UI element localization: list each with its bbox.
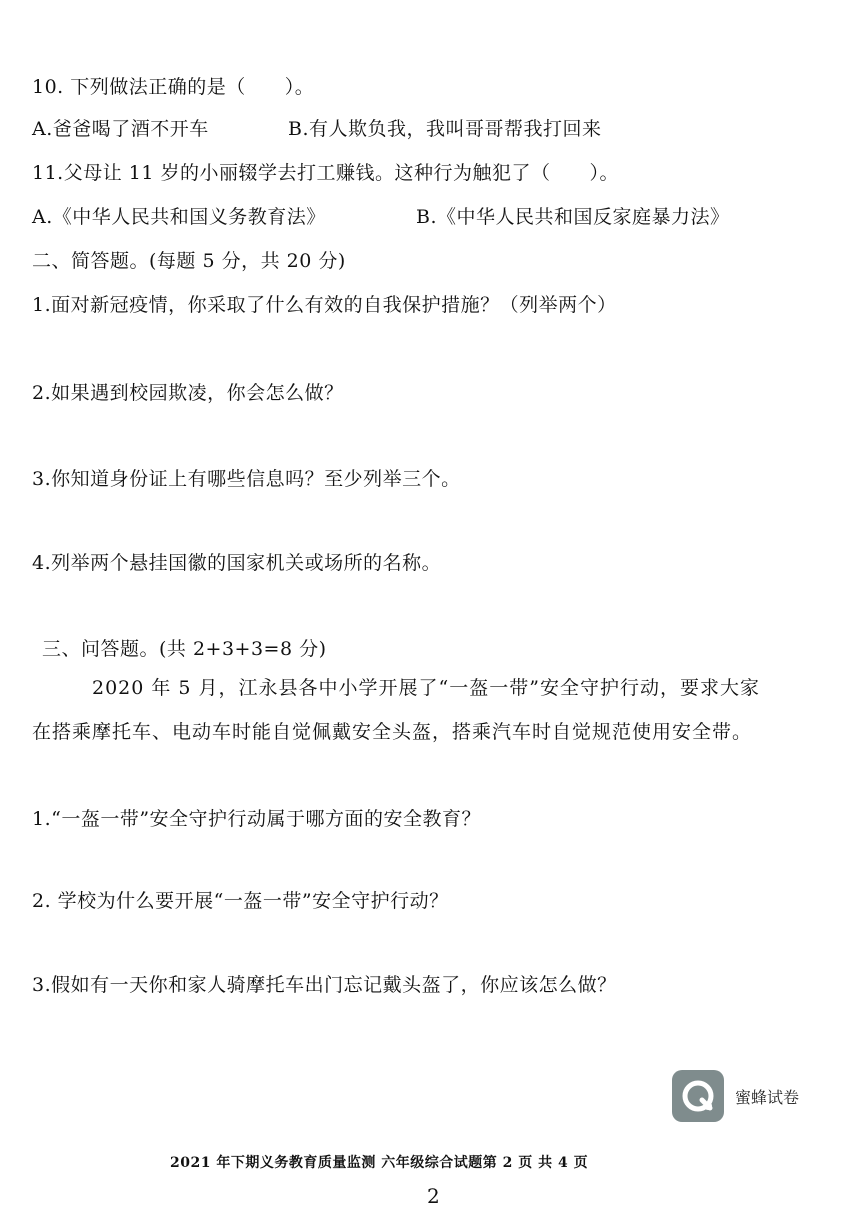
question-10-option-a: A.爸爸喝了酒不开车 — [32, 118, 209, 140]
section-3-passage-text: 2020 年 5 月，江永县各中小学开展了“一盔一带”安全守护行动，要求大家在搭乘摩托车、电动车时能自觉佩戴安全头盔，搭乘汽车时自觉规范使用安全带。 — [32, 677, 760, 743]
section-3-question-3: 3.假如有一天你和家人骑摩托车出门忘记戴头盔了，你应该怎么做？ — [32, 974, 617, 996]
section-2-question-4: 4.列举两个悬挂国徽的国家机关或场所的名称。 — [32, 552, 442, 574]
section-3-passage — [32, 666, 772, 754]
page-footer: 2021 年下期义务教育质量监测 六年级综合试题第 2 页 共 4 页 — [170, 1155, 589, 1171]
section-2-question-3: 3.你知道身份证上有哪些信息吗？至少列举三个。 — [32, 468, 461, 490]
section-2-question-1: 1.面对新冠疫情，你采取了什么有效的自我保护措施？（列举两个） — [32, 294, 617, 316]
question-10-stem: 10. 下列做法正确的是（ ）。 — [32, 76, 315, 98]
section-3-heading: 三、问答题。(共 2+3+3=8 分) — [42, 638, 327, 660]
watermark-label: 蜜蜂试卷 — [735, 1088, 800, 1107]
section-2-question-2: 2.如果遇到校园欺凌，你会怎么做？ — [32, 382, 344, 404]
section-2-heading: 二、简答题。(每题 5 分，共 20 分) — [32, 250, 346, 272]
question-10-options — [32, 114, 602, 141]
app-logo-icon — [672, 1070, 724, 1122]
page-number: 2 — [427, 1184, 440, 1208]
question-11-option-b: B.《中华人民共和国反家庭暴力法》 — [416, 206, 730, 228]
question-11-stem: 11.父母让 11 岁的小丽辍学去打工赚钱。这种行为触犯了（ ）。 — [32, 162, 619, 184]
section-3-question-1: 1.“一盔一带”安全守护行动属于哪方面的安全教育？ — [32, 808, 482, 830]
question-11-option-a: A.《中华人民共和国义务教育法》 — [32, 206, 326, 228]
question-10-option-b: B.有人欺负我，我叫哥哥帮我打回来 — [288, 118, 602, 140]
question-11-options — [32, 202, 730, 229]
section-3-question-2: 2. 学校为什么要开展“一盔一带”安全守护行动？ — [32, 890, 449, 912]
